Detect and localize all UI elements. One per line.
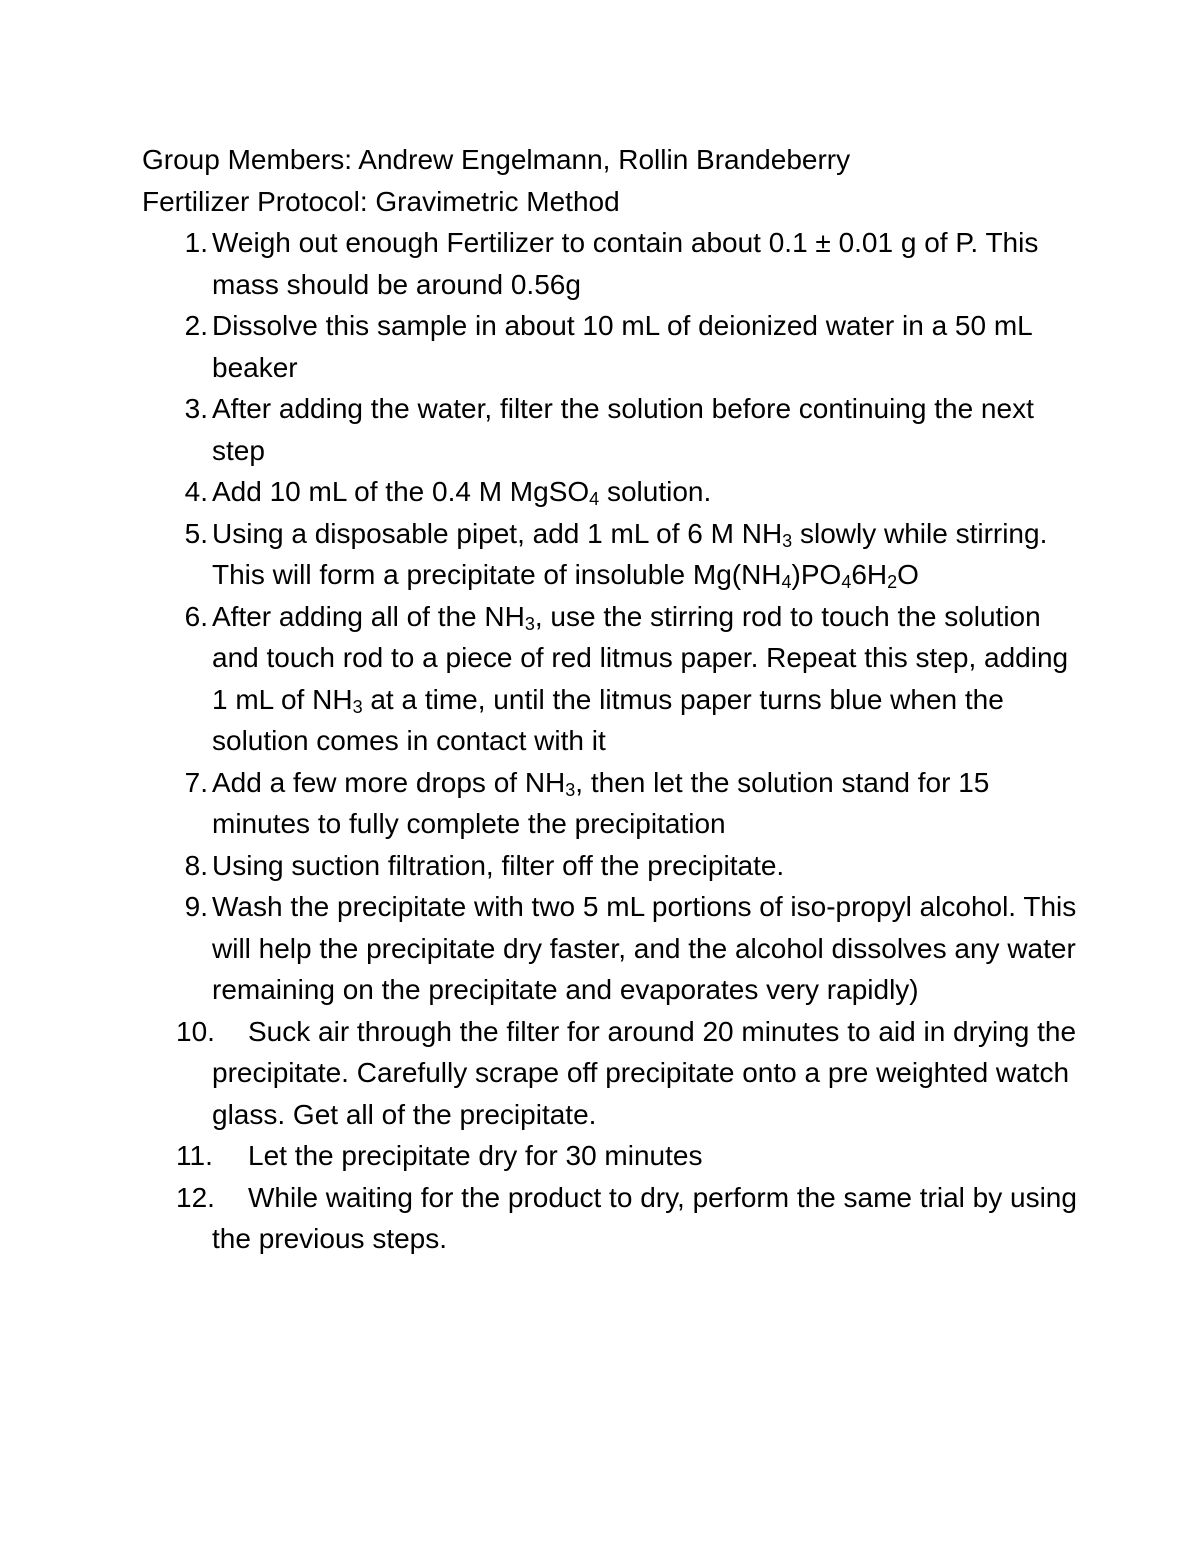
step-number: 10.: [176, 1015, 215, 1047]
list-item: [142, 886, 1082, 1011]
step-number: 5.: [184, 517, 208, 549]
step-number: 2.: [184, 310, 208, 341]
step-text: While waiting for the product to dry, perform the same trial by using the previous steps.: [212, 1181, 1077, 1254]
list-item: [142, 222, 1082, 305]
list-item: [142, 1177, 1082, 1260]
list-item: [142, 1011, 1082, 1136]
step-text: Add a few more drops of $NH_3$, then let the solution stand for 15 minutes to fully complete the precipitation: [212, 766, 990, 839]
list-item: [142, 388, 1082, 471]
step-text: After adding all of the $NH_3$, use the stirring rod to touch the solution and touch rod to a piece of red litmus paper. Repeat this step, adding 1 mL of $NH_3$ at a time, until the litmus paper turns blue when the solution comes in contact with it: [212, 600, 1069, 756]
step-number: 8.: [184, 849, 208, 881]
step-number: 6.: [184, 600, 208, 632]
list-item: [142, 596, 1082, 762]
subscript: 3: [782, 530, 793, 551]
list-item: [142, 1135, 1082, 1177]
list-item: [142, 845, 1082, 887]
step-text: Using a disposable pipet, add 1 mL of 6 M $NH_3$ slowly while stirring. This will form a precipitate of insoluble $Mg(NH_4)PO_46H_2O$: [212, 517, 1048, 592]
subscript: 4: [589, 489, 600, 509]
step-number: 9.: [184, 891, 208, 922]
step-text: Let the precipitate dry for 30 minutes: [248, 1140, 703, 1171]
group-members-line: Group Members: Andrew Engelmann, Rollin Brandeberry: [142, 144, 851, 175]
subscript: 2: [887, 572, 898, 592]
subscript: 4: [781, 572, 792, 592]
step-number: 11.: [176, 1140, 213, 1171]
document-content: [142, 139, 1082, 1260]
step-text: Using suction filtration, filter off the precipitate.: [212, 849, 785, 881]
step-text: Suck air through the filter for around 20 minutes to aid in drying the precipitate. Carefully scrape off precipitate onto a pre weighted watch glass. Get all of the precipitate.: [212, 1015, 1077, 1130]
protocol-title: Fertilizer Protocol: Gravimetric Method: [142, 185, 620, 217]
step-number: 3.: [184, 393, 208, 424]
step-number: 12.: [176, 1181, 215, 1213]
step-text: Dissolve this sample in about 10 mL of deionized water in a 50 mL beaker: [212, 310, 1032, 383]
subscript: 3: [524, 613, 535, 634]
step-number: 7.: [184, 766, 208, 798]
subscript: 3: [565, 779, 576, 800]
list-item: [142, 762, 1082, 845]
list-item: [142, 305, 1082, 388]
subscript: 3: [352, 696, 363, 717]
protocol-steps-list: [142, 222, 1082, 1260]
list-item: [142, 471, 1082, 513]
step-text: After adding the water, filter the solution before continuing the next step: [212, 393, 1034, 466]
step-number: 4.: [184, 476, 208, 507]
step-text: Add 10 mL of the 0.4 M MgSO$_4$ solution.: [212, 476, 712, 509]
step-text: Wash the precipitate with two 5 mL portions of iso-propyl alcohol. This will help the precipitate dry faster, and the alcohol dissolves any water remaining on the precipitate and evaporates very rapidly): [212, 891, 1077, 1005]
subscript: 4: [841, 572, 852, 592]
step-number: 1.: [184, 227, 208, 258]
list-item: [142, 513, 1082, 596]
step-text: Weigh out enough Fertilizer to contain about 0.1 ± 0.01 g of P. This mass should be around 0.56g: [212, 227, 1039, 300]
